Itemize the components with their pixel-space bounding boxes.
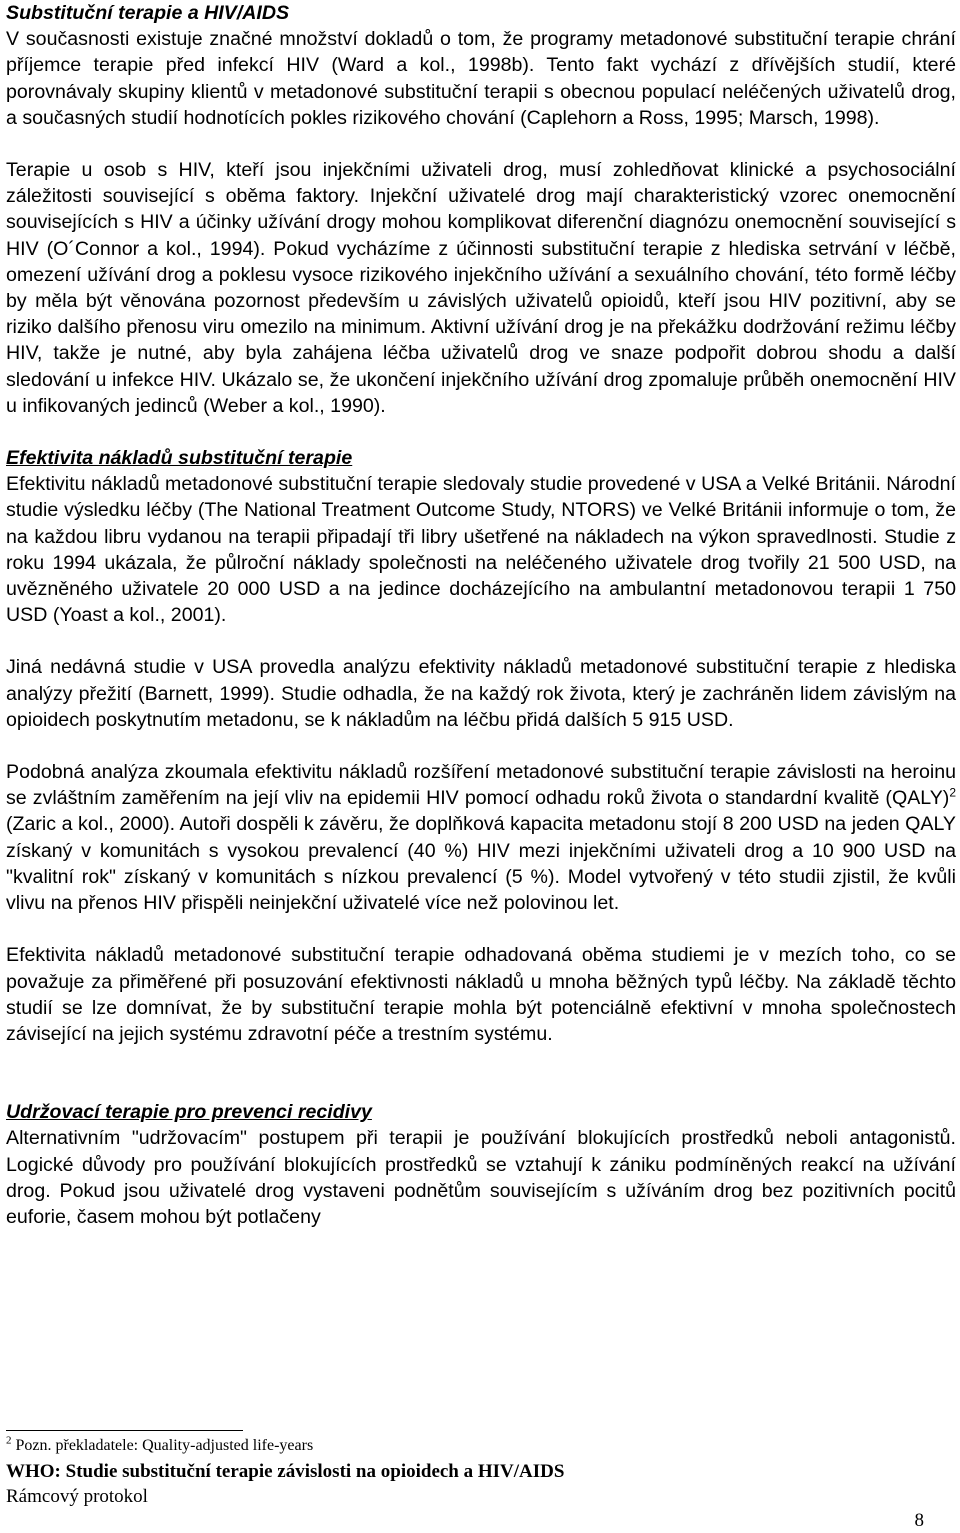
paragraph: Terapie u osob s HIV, kteří jsou injekčními uživateli drog, musí zohledňovat klinické a psychosociální záležitosti související s oběma faktory. Injekční uživatelé drog mají charakteristický vzorec onemocnění souvisejících s HIV a účinky užívání drogy mohou komplikovat diferenční diagnózu onemocnění související s HIV (O´Connor a kol., 1994). Pokud vycházíme z účinnosti substituční terapie z hlediska setrvání v léčbě, omezení užívání drog a poklesu vysoce rizikového injekčního užívání a sexuálního chování, této formě léčby by měla být věnována pozornost především u závislých uživatelů opioidů, kteří jsou HIV pozitivní, aby se riziko dalšího přenosu viru omezilo na minimum. Aktivní užívání drog je na překážku dodržování režimu léčby HIV, takže je nutné, aby byla zahájena léčba uživatelů drog ve snaze podpořit dobrou shodu a další sledování u infekce HIV. Ukázalo se, že ukončení injekčního užívání drog zpomaluje průběh onemocnění HIV u infikovaných jedinců (Weber a kol., 1990). bbox=[6, 159, 956, 417]
paragraph: V současnosti existuje značné množství dokladů o tom, že programy metadonové substituční terapie chrání příjemce terapie před infekcí HIV (Ward a kol., 1998b). Tento fakt vychází z dřívějších studií, které porovnávaly skupiny klientů v metadonové substituční terapii s obecnou populací neléčených uživatelů drog, a současných studií hodnotících pokles rizikového chování (Caplehorn a Ross, 1995; Marsch, 1998). bbox=[6, 28, 956, 129]
heading-hiv-aids: Substituční terapie a HIV/AIDS bbox=[6, 2, 290, 24]
footer-title: WHO: Studie substituční terapie závislosti na opioidech a HIV/AIDS bbox=[6, 1461, 565, 1482]
paragraph: Efektivitu nákladů metadonové substituční terapie sledovaly studie provedené v USA a Velké Británii. Národní studie výsledku léčby (The National Treatment Outcome Study, NTORS) ve Velké Británii informuje o tom, že na každou libru vydanou na terapii připadají tři libry ušetřené na nákladech na výkon spravedlnosti. Studie z roku 1994 ukázala, že půlroční náklady společnosti na neléčeného uživatele drog tvořily 21 500 USD, na uvězněného uživatele 20 000 USD a na jedince docházejícího na ambulantní metadonovou terapii 1 750 USD (Yoast a kol., 2001). bbox=[6, 473, 956, 627]
footer-subtitle: Rámcový protokol bbox=[6, 1486, 148, 1507]
footnote-text: Pozn. překladatele: Quality-adjusted life-years bbox=[15, 1437, 314, 1454]
footnote-reference[interactable]: 2 bbox=[949, 785, 956, 800]
document-page bbox=[6, 0, 956, 1230]
paragraph: Jiná nedávná studie v USA provedla analýzu efektivity nákladů metadonové substituční terapie z hlediska analýzy přežití (Barnett, 1999). Studie odhadla, že na každý rok života, který je zachráněn lidem závislým na opioidech poskytnutím metadonu, se k nákladům na léčbu přidá dalších 5 915 USD. bbox=[6, 656, 956, 731]
paragraph: Alternativním "udržovacím" postupem při terapii je používání blokujících prostředků neboli antagonistů. Logické důvody pro používání blokujících prostředků se vztahují k zániku podmíněných reakcí na užívání drog. Pokud jsou uživatelé drog vystaveni podnětům souvisejícím s užíváním drog bez pozitivních pocitů euforie, časem mohou být potlačeny bbox=[6, 1127, 956, 1228]
paragraph-text: (Zaric a kol., 2000). Autoři dospěli k závěru, že doplňková kapacita metadonu stojí 8 200 USD na jeden QALY získaný v komunitách s vysokou prevalencí (40 %) HIV mezi injekčními uživateli drog a 10 900 USD na "kvalitní rok" získaný v komunitách s nízkou prevalencí (5 %). Model vytvořený v této studii zjistil, že kvůli vlivu na přenos HIV přispěli neinjekční uživatelé více než polovinou let. bbox=[6, 813, 956, 915]
page-number: 8 bbox=[914, 1510, 924, 1531]
footnote bbox=[6, 1436, 313, 1456]
footnote-number: 2 bbox=[6, 1434, 12, 1447]
paragraph-text: Podobná analýza zkoumala efektivitu nákladů rozšíření metadonové substituční terapie závislosti na heroinu se zvláštním zaměřením na její vliv na epidemii HIV pomocí odhadu roků života o standardní kvalitě (QALY) bbox=[6, 761, 956, 810]
heading-relapse-prevention: Udržovací terapie pro prevenci recidivy bbox=[6, 1101, 372, 1124]
footnote-divider bbox=[6, 1430, 243, 1431]
paragraph: Efektivita nákladů metadonové substituční terapie odhadovaná oběma studiemi je v mezích toho, co se považuje za přiměřené při posuzování efektivnosti nákladů u mnoha běžných typů léčby. Na základě těchto studií se lze domnívat, že by substituční terapie mohla být potenciálně efektivní v mnoha společnostech závisející na jejich systému zdravotní péče a trestním systému. bbox=[6, 944, 956, 1045]
heading-cost-effectiveness: Efektivita nákladů substituční terapie bbox=[6, 447, 353, 470]
paragraph-qaly bbox=[6, 759, 956, 916]
